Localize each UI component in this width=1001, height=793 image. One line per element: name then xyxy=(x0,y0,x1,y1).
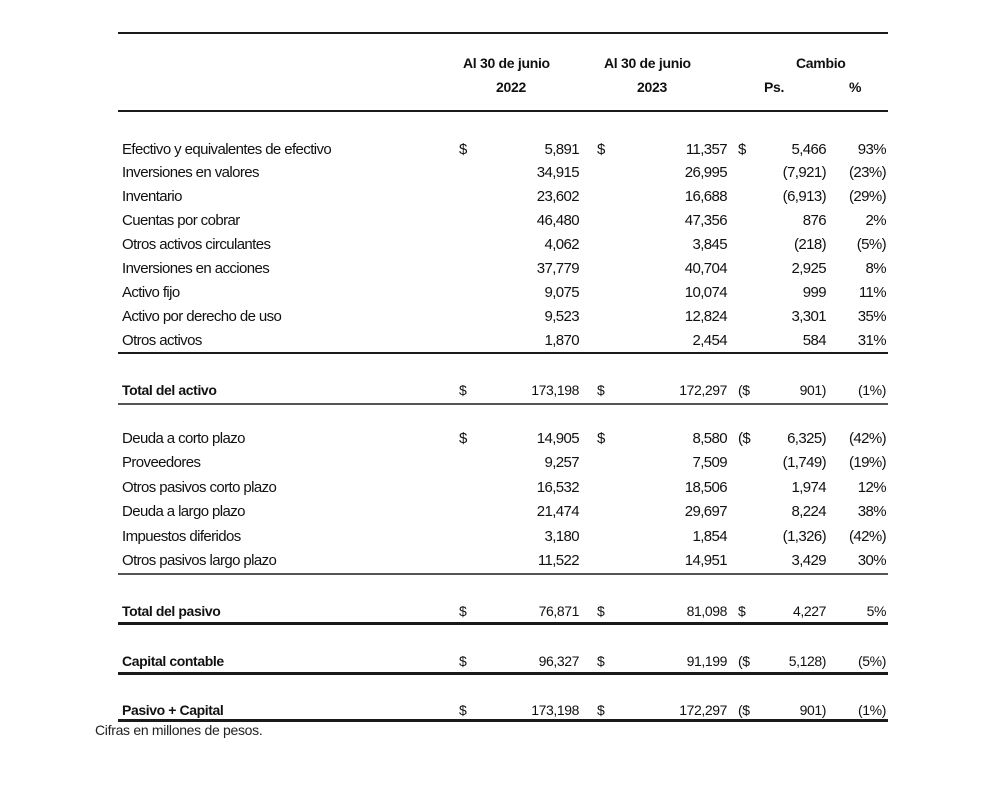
value-change: 999 xyxy=(802,284,826,301)
value-change: 1,974 xyxy=(791,479,826,496)
row-label: Inventario xyxy=(122,188,182,205)
currency-2022: $ xyxy=(459,382,467,398)
value-2023: 29,697 xyxy=(684,503,727,520)
value-pct: (23%) xyxy=(848,164,886,181)
value-2022: 14,905 xyxy=(536,430,579,447)
value-pct: (19%) xyxy=(848,454,886,471)
value-2022: 11,522 xyxy=(537,552,579,569)
currency-2022: $ xyxy=(459,603,467,619)
value-2023: 40,704 xyxy=(684,260,727,277)
table-row xyxy=(0,478,1001,498)
row-label: Cuentas por cobrar xyxy=(122,212,240,229)
row-label: Activo por derecho de uso xyxy=(122,308,282,325)
value-pct: 11% xyxy=(858,284,886,301)
value-pct: 12% xyxy=(857,479,886,496)
currency-change: ($ xyxy=(738,653,750,669)
table-row xyxy=(0,235,1001,255)
value-pct: 2% xyxy=(865,212,886,229)
value-2023: 7,509 xyxy=(692,454,727,471)
value-2023: 3,845 xyxy=(692,236,727,253)
value-2023: 12,824 xyxy=(684,308,727,325)
currency-2022: $ xyxy=(459,141,467,158)
row-label: Proveedores xyxy=(122,454,201,471)
value-2023: 172,297 xyxy=(679,702,727,718)
value-change: (218) xyxy=(793,236,826,253)
row-label: Otros activos circulantes xyxy=(122,236,271,253)
value-2023: 1,854 xyxy=(692,528,727,545)
table-row xyxy=(0,429,1001,449)
value-2022: 16,532 xyxy=(536,479,579,496)
footnote: Cifras en millones de pesos. xyxy=(95,722,263,738)
value-2022: 9,257 xyxy=(544,454,579,471)
value-2023: 26,995 xyxy=(684,164,727,181)
value-2023: 18,506 xyxy=(684,479,727,496)
equity-rule xyxy=(118,672,888,675)
value-2022: 1,870 xyxy=(544,332,579,349)
row-label: Capital contable xyxy=(122,653,224,669)
currency-2023: $ xyxy=(597,430,605,447)
value-pct: (5%) xyxy=(858,653,886,669)
value-change: 6,325) xyxy=(787,430,826,447)
value-change: 901) xyxy=(799,702,826,718)
value-2022: 9,075 xyxy=(544,284,579,301)
header-2022-line1: Al 30 de junio xyxy=(463,55,550,71)
value-change: 4,227 xyxy=(792,603,826,619)
header-2023-line1: Al 30 de junio xyxy=(604,55,691,71)
value-pct: (1%) xyxy=(858,702,886,718)
value-change: 2,925 xyxy=(791,260,826,277)
equity-row xyxy=(0,651,1001,671)
value-2023: 8,580 xyxy=(692,430,727,447)
assets-rule xyxy=(118,352,888,354)
value-pct: 8% xyxy=(865,260,886,277)
value-change: 5,466 xyxy=(791,141,826,158)
currency-change: ($ xyxy=(738,430,751,447)
header-2023-year: 2023 xyxy=(637,79,667,95)
table-row xyxy=(0,163,1001,183)
value-2022: 173,198 xyxy=(531,382,579,398)
table-row xyxy=(0,551,1001,571)
row-label: Deuda a corto plazo xyxy=(122,430,245,447)
row-label: Inversiones en acciones xyxy=(122,260,270,277)
header-2022-year: 2022 xyxy=(496,79,526,95)
value-2022: 21,474 xyxy=(536,503,579,520)
currency-2023: $ xyxy=(597,382,605,398)
total-liabilities-rule xyxy=(118,622,888,625)
value-pct: (42%) xyxy=(848,430,886,447)
value-2023: 14,951 xyxy=(684,552,727,569)
currency-2023: $ xyxy=(597,141,605,158)
row-label: Deuda a largo plazo xyxy=(122,503,245,520)
value-2022: 23,602 xyxy=(536,188,579,205)
row-label: Otros pasivos corto plazo xyxy=(122,479,277,496)
value-2023: 10,074 xyxy=(684,284,727,301)
value-2022: 96,327 xyxy=(538,653,579,669)
currency-change: ($ xyxy=(738,702,750,718)
top-rule xyxy=(118,32,888,34)
row-label: Efectivo y equivalentes de efectivo xyxy=(122,141,332,158)
currency-2023: $ xyxy=(597,653,605,669)
value-change: 8,224 xyxy=(791,503,826,520)
value-pct: 31% xyxy=(857,332,886,349)
value-change: 876 xyxy=(802,212,826,229)
value-2022: 173,198 xyxy=(531,702,579,718)
table-row xyxy=(0,502,1001,522)
value-change: 584 xyxy=(802,332,826,349)
table-row xyxy=(0,140,1001,160)
value-change: 3,429 xyxy=(791,552,826,569)
value-change: 3,301 xyxy=(791,308,826,325)
row-label: Otros activos xyxy=(122,332,202,349)
value-pct: 35% xyxy=(857,308,886,325)
currency-2022: $ xyxy=(459,430,467,447)
value-pct: 38% xyxy=(857,503,886,520)
row-label: Inversiones en valores xyxy=(122,164,259,181)
total-assets-row xyxy=(0,380,1001,400)
value-2023: 81,098 xyxy=(686,603,727,619)
value-2023: 47,356 xyxy=(684,212,727,229)
table-row xyxy=(0,211,1001,231)
header-change-title: Cambio xyxy=(796,55,846,71)
currency-change: $ xyxy=(738,603,746,619)
value-pct: (42%) xyxy=(848,528,886,545)
value-2023: 91,199 xyxy=(686,653,727,669)
value-change: (1,326) xyxy=(782,528,826,545)
table-row xyxy=(0,307,1001,327)
header-change-ps: Ps. xyxy=(764,79,785,95)
total-assets-rule xyxy=(118,403,888,405)
value-2022: 34,915 xyxy=(536,164,579,181)
total-liabilities-row xyxy=(0,601,1001,621)
value-2023: 11,357 xyxy=(685,141,727,158)
currency-2023: $ xyxy=(597,603,605,619)
table-row xyxy=(0,453,1001,473)
value-change: (1,749) xyxy=(782,454,826,471)
table-row xyxy=(0,259,1001,279)
liabilities-plus-equity-row xyxy=(0,700,1001,720)
table-row xyxy=(0,331,1001,351)
value-change: 901) xyxy=(799,382,826,398)
currency-2022: $ xyxy=(459,702,467,718)
row-label: Pasivo + Capital xyxy=(122,702,224,718)
value-2023: 2,454 xyxy=(692,332,727,349)
value-pct: (5%) xyxy=(856,236,886,253)
row-label: Otros pasivos largo plazo xyxy=(122,552,277,569)
value-pct: 30% xyxy=(857,552,886,569)
value-change: 5,128) xyxy=(788,653,826,669)
row-label: Total del activo xyxy=(122,382,217,398)
value-pct: (29%) xyxy=(848,188,886,205)
table-row xyxy=(0,283,1001,303)
header-change-pct: % xyxy=(849,79,862,95)
value-2023: 172,297 xyxy=(679,382,727,398)
table-row xyxy=(0,187,1001,207)
row-label: Total del pasivo xyxy=(122,603,221,619)
row-label: Impuestos diferidos xyxy=(122,528,241,545)
value-pct: (1%) xyxy=(858,382,886,398)
value-2022: 46,480 xyxy=(536,212,579,229)
value-pct: 5% xyxy=(866,603,886,619)
value-2022: 4,062 xyxy=(544,236,579,253)
currency-2023: $ xyxy=(597,702,605,718)
table-row xyxy=(0,527,1001,547)
currency-change: $ xyxy=(738,141,746,158)
header-rule xyxy=(118,110,888,112)
value-pct: 93% xyxy=(857,141,886,158)
value-2022: 9,523 xyxy=(544,308,579,325)
value-2023: 16,688 xyxy=(684,188,727,205)
value-2022: 3,180 xyxy=(544,528,579,545)
value-change: (7,921) xyxy=(782,164,826,181)
value-change: (6,913) xyxy=(782,188,826,205)
value-2022: 5,891 xyxy=(544,141,579,158)
row-label: Activo fijo xyxy=(122,284,180,301)
value-2022: 76,871 xyxy=(538,603,579,619)
liabilities-rule xyxy=(118,573,888,575)
value-2022: 37,779 xyxy=(536,260,579,277)
currency-change: ($ xyxy=(738,382,750,398)
currency-2022: $ xyxy=(459,653,467,669)
